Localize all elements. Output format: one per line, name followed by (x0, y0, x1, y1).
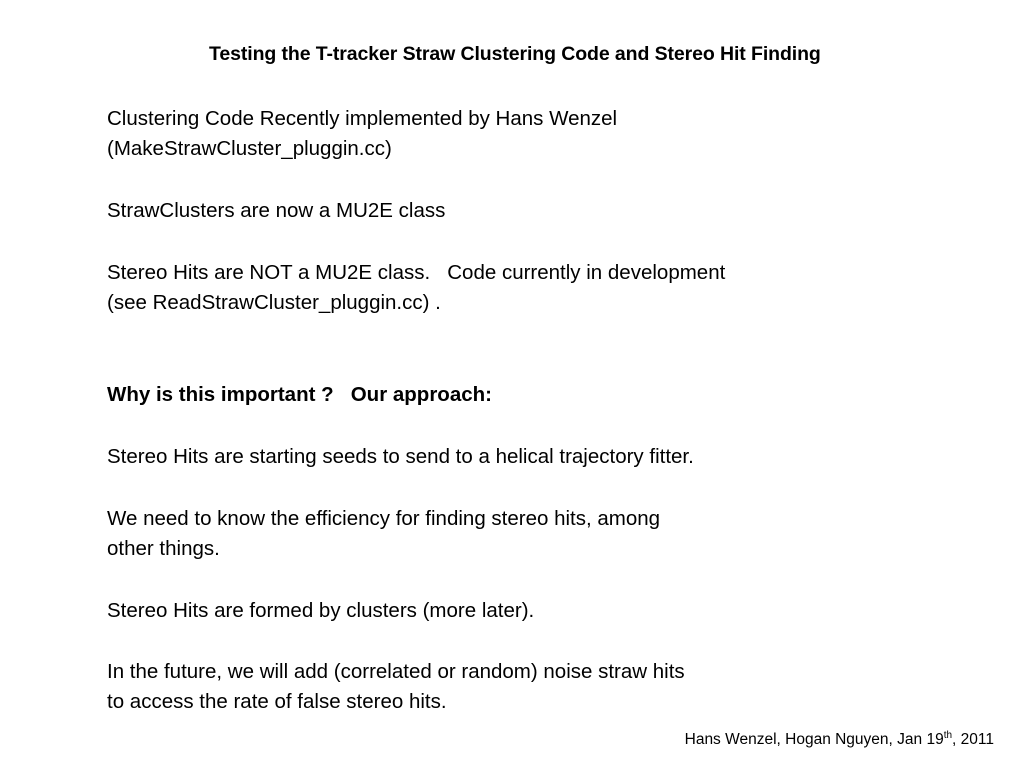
section-heading-approach (107, 380, 492, 410)
text-line: Clustering Code Recently implemented by Hans Wenzel (107, 107, 618, 130)
paragraph-starting-seeds (107, 442, 694, 472)
text-line: to access the rate of false stereo hits. (107, 690, 447, 713)
footer-superscript: th (943, 730, 953, 741)
slide-footer (685, 731, 994, 749)
text-line: Stereo Hits are NOT a MU2E class. Code currently in development (107, 261, 726, 284)
text-line: Stereo Hits are starting seeds to send to a helical trajectory fitter. (107, 445, 694, 468)
footer-year: , 2011 (952, 731, 994, 748)
text-line: Stereo Hits are formed by clusters (more later). (107, 599, 535, 622)
paragraph-stereo-hits-status (107, 258, 725, 318)
paragraph-future-noise (107, 657, 685, 717)
text-line: other things. (107, 537, 220, 560)
text-line: StrawClusters are now a MU2E class (107, 199, 446, 222)
slide-title: Testing the T-tracker Straw Clustering Code and Stereo Hit Finding (209, 43, 821, 65)
text-line: (see ReadStrawCluster_pluggin.cc) . (107, 291, 441, 314)
text-line: In the future, we will add (correlated or random) noise straw hits (107, 660, 685, 683)
footer-authors-date: Hans Wenzel, Hogan Nguyen, Jan 19 (684, 731, 944, 748)
paragraph-clustering-code (107, 104, 617, 164)
paragraph-formed-by-clusters (107, 596, 534, 626)
text-line: Why is this important ? Our approach: (107, 383, 492, 406)
text-line: (MakeStrawCluster_pluggin.cc) (107, 137, 392, 160)
text-line: We need to know the efficiency for finding stereo hits, among (107, 507, 661, 530)
paragraph-efficiency (107, 504, 660, 564)
paragraph-strawclusters-class (107, 196, 445, 226)
